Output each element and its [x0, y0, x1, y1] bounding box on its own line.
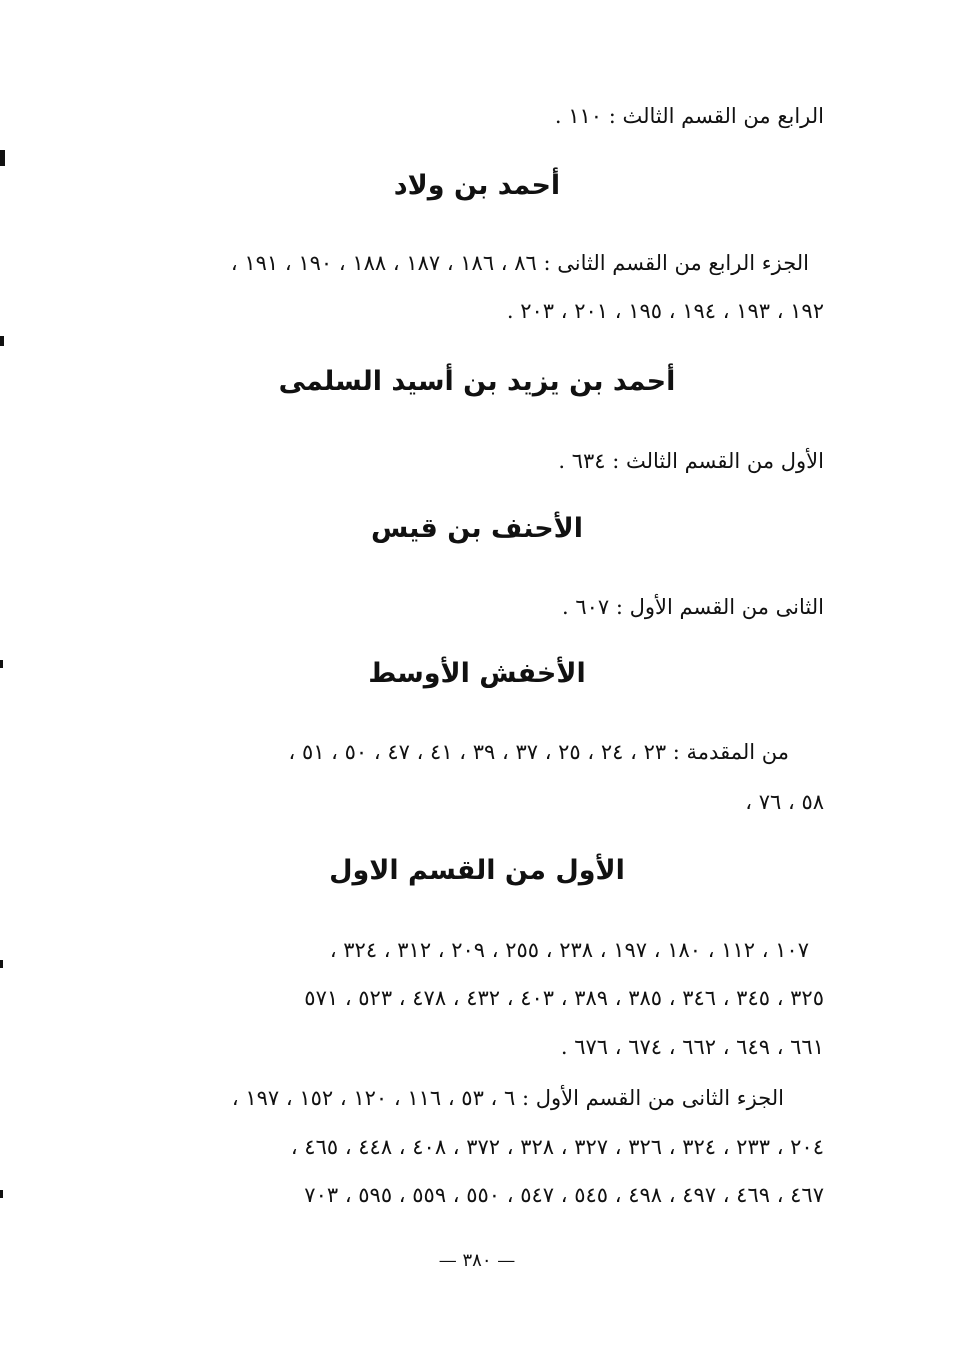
entry-heading: الأخفش الأوسط [368, 658, 586, 689]
index-line: ٦٦١ ، ٦٤٩ ، ٦٦٢ ، ٦٧٤ ، ٦٧٦ . [560, 1035, 824, 1059]
index-line: الرابع من القسم الثالث : ١١٠ . [554, 104, 824, 128]
index-line: ١٠٧ ، ١١٢ ، ١٨٠ ، ١٩٧ ، ٢٣٨ ، ٢٥٥ ، ٢٠٩ ، ٣١٢ ، ٣٢٤ ، [329, 938, 809, 962]
scan-mark [0, 1190, 3, 1198]
index-line: الجزء الرابع من القسم الثانى : ٨٦ ، ١٨٦ ، ١٨٧ ، ١٨٨ ، ١٩٠ ، ١٩١ ، [230, 251, 809, 275]
scan-mark [0, 150, 5, 166]
index-line: من المقدمة : ٢٣ ، ٢٤ ، ٢٥ ، ٣٧ ، ٣٩ ، ٤١ ، ٤٧ ، ٥٠ ، ٥١ ، [288, 740, 789, 764]
index-line: ٤٦٧ ، ٤٦٩ ، ٤٩٧ ، ٤٩٨ ، ٥٤٥ ، ٥٤٧ ، ٥٥٠ ، ٥٥٩ ، ٥٩٥ ، ٧٠٣ [304, 1183, 824, 1207]
index-line: ٢٠٤ ، ٢٣٣ ، ٣٢٤ ، ٣٢٦ ، ٣٢٧ ، ٣٢٨ ، ٣٧٢ ، ٤٠٨ ، ٤٤٨ ، ٤٦٥ ، [290, 1135, 824, 1159]
index-line: ١٩٢ ، ١٩٣ ، ١٩٤ ، ١٩٥ ، ٢٠١ ، ٢٠٣ . [506, 299, 824, 323]
index-line: ٥٨ ، ٧٦ ، [745, 790, 824, 814]
index-line: ٣٢٥ ، ٣٤٥ ، ٣٤٦ ، ٣٨٥ ، ٣٨٩ ، ٤٠٣ ، ٤٣٢ ، ٤٧٨ ، ٥٢٣ ، ٥٧١ [304, 986, 824, 1010]
entry-heading: الأحنف بن قيس [370, 513, 584, 544]
index-line: الأول من القسم الثالث : ٦٣٤ . [558, 449, 824, 473]
entry-heading: أحمد بن يزيد بن أسيد السلمى [278, 366, 676, 397]
index-line: الثانى من القسم الأول : ٦٠٧ . [562, 595, 824, 619]
scan-mark [0, 960, 3, 968]
scan-mark [0, 660, 3, 668]
entry-heading: أحمد بن ولاد [393, 170, 561, 201]
scan-mark [0, 336, 4, 346]
page-number: — ٣٨٠ — [438, 1250, 516, 1271]
index-line: الجزء الثانى من القسم الأول : ٦ ، ٥٣ ، ١١٦ ، ١٢٠ ، ١٥٢ ، ١٩٧ ، [231, 1086, 784, 1110]
entry-heading: الأول من القسم الاول [329, 855, 625, 886]
